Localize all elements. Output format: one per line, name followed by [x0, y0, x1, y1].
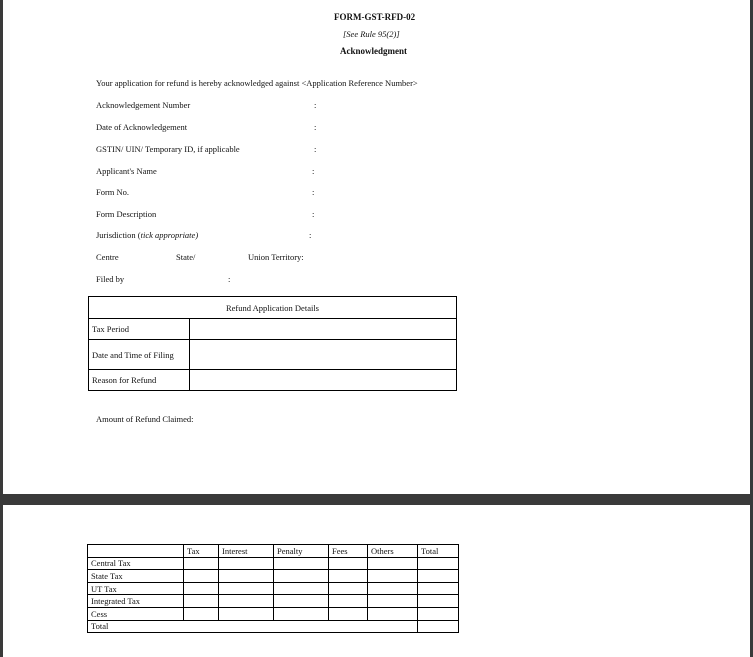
row-label-integrated-tax: Integrated Tax	[88, 595, 184, 608]
jurisdiction-text: Jurisdiction (	[96, 230, 141, 240]
column-header-others: Others	[368, 545, 418, 558]
row-label-cess: Cess	[88, 607, 184, 620]
form-subtitle: Acknowledgment	[340, 46, 407, 56]
intro-text: Your application for refund is hereby acknowledged against <Application Reference Number>	[96, 78, 418, 88]
jurisdiction-state: State/	[176, 252, 196, 262]
table-row	[88, 620, 459, 633]
jurisdiction-label	[96, 230, 198, 240]
filed-by-colon: :	[228, 274, 231, 284]
table-row	[88, 570, 459, 583]
form-rule: [See Rule 95(2)]	[343, 29, 400, 39]
table-row	[88, 582, 459, 595]
jurisdiction-centre: Centre	[96, 252, 119, 262]
filing-datetime-label: Date and Time of Filing	[89, 340, 190, 370]
tax-period-label: Tax Period	[89, 319, 190, 340]
column-header-total: Total	[418, 545, 459, 558]
grand-total-cell	[418, 620, 459, 633]
gstin-label: GSTIN/ UIN/ Temporary ID, if applicable	[96, 144, 240, 154]
table-row	[88, 595, 459, 608]
amount-table-header-row	[88, 545, 459, 558]
ack-number-colon: :	[314, 100, 317, 110]
filing-datetime-value	[190, 340, 457, 370]
applicant-name-label: Applicant's Name	[96, 166, 157, 176]
jurisdiction-colon: :	[309, 230, 312, 240]
jurisdiction-note: tick appropriate)	[140, 230, 199, 240]
row-label-state-tax: State Tax	[88, 570, 184, 583]
ack-number-label: Acknowledgement Number	[96, 100, 191, 110]
form-no-label: Form No.	[96, 187, 130, 197]
row-label-central-tax: Central Tax	[88, 557, 184, 570]
column-header-penalty: Penalty	[274, 545, 329, 558]
form-title: FORM-GST-RFD-02	[334, 12, 416, 22]
column-header-interest: Interest	[219, 545, 274, 558]
ack-date-label: Date of Acknowledgement	[96, 122, 188, 132]
form-desc-colon: :	[312, 209, 315, 219]
form-desc-label: Form Description	[96, 209, 157, 219]
form-no-colon: :	[312, 187, 315, 197]
column-header-fees: Fees	[329, 545, 368, 558]
refund-details-heading: Refund Application Details	[89, 297, 457, 319]
refund-reason-label: Reason for Refund	[89, 370, 190, 391]
row-label-total: Total	[88, 620, 418, 633]
refund-reason-value	[190, 370, 457, 391]
jurisdiction-ut: Union Territory:	[248, 252, 304, 262]
applicant-name-colon: :	[312, 166, 315, 176]
refund-amount-table	[87, 544, 459, 633]
tax-period-value	[190, 319, 457, 340]
filed-by-label: Filed by	[96, 274, 125, 284]
row-label-ut-tax: UT Tax	[88, 582, 184, 595]
gstin-colon: :	[314, 144, 317, 154]
amount-table-corner	[88, 545, 184, 558]
refund-details-table	[88, 296, 457, 391]
table-row	[88, 557, 459, 570]
ack-date-colon: :	[314, 122, 317, 132]
table-row	[88, 607, 459, 620]
column-header-tax: Tax	[184, 545, 219, 558]
amount-claimed-label: Amount of Refund Claimed:	[96, 414, 194, 424]
